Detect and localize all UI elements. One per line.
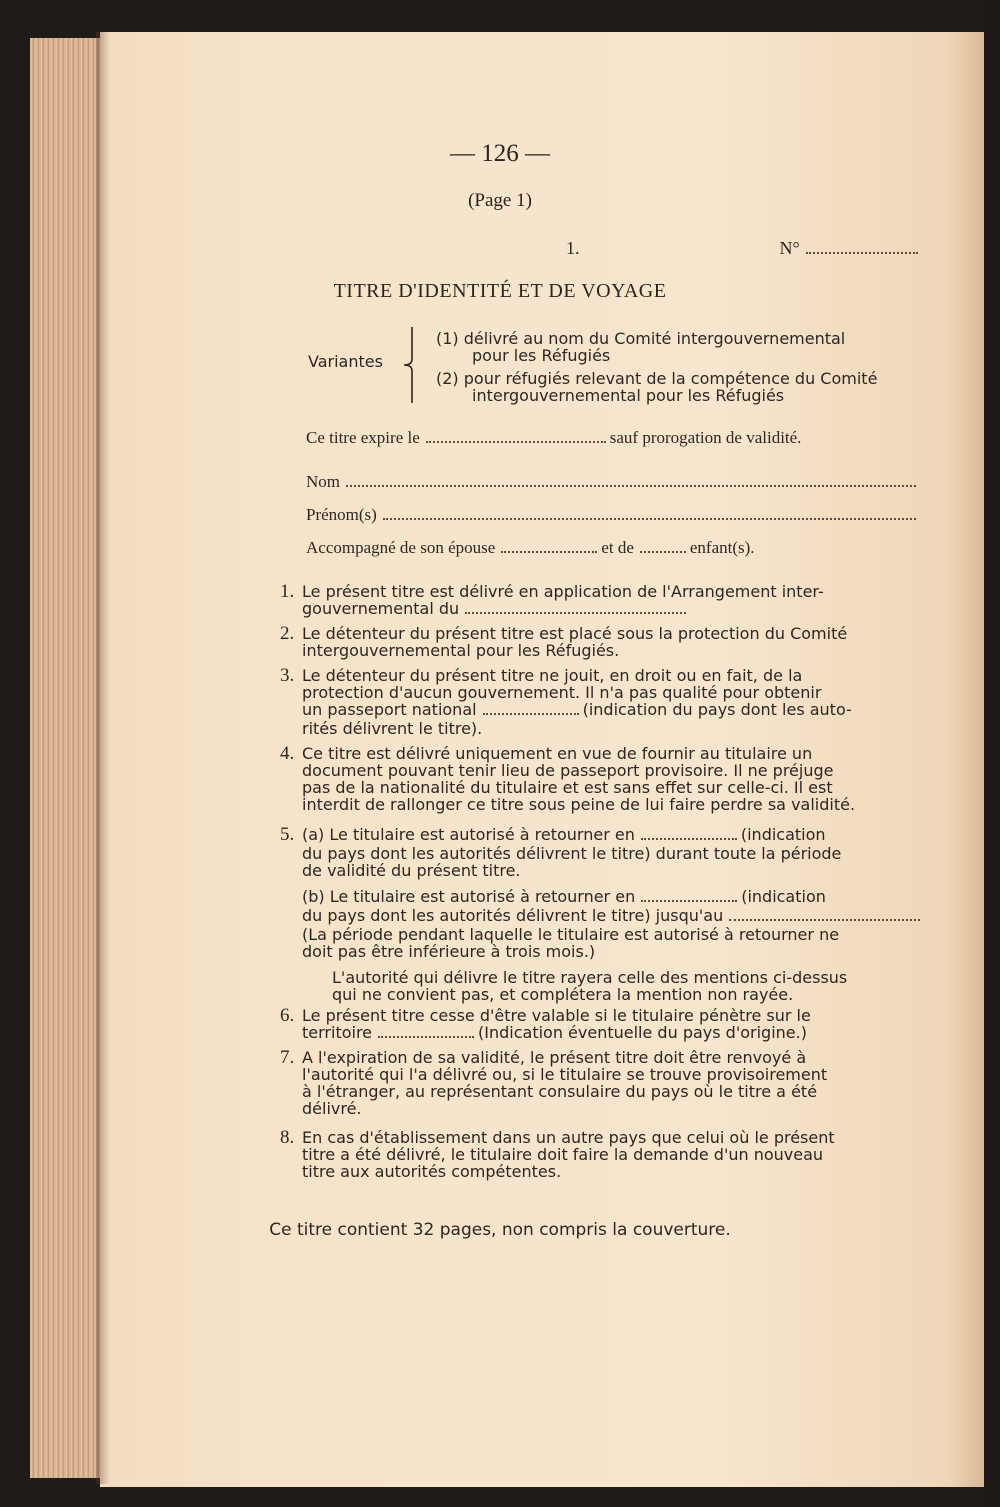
return-country-blank-a[interactable] [641, 838, 737, 840]
clause-number: 1. [280, 581, 295, 602]
expiry-suffix: sauf prorogation de validité. [609, 428, 802, 447]
arrangement-date-blank[interactable] [465, 612, 686, 614]
clause-7 [280, 1049, 924, 1117]
return-country-blank-b[interactable] [641, 900, 737, 902]
clause-number: 8. [280, 1127, 295, 1148]
accompanied-label: Accompagné de son épouse [306, 538, 496, 557]
variant-1-line-1: (1) délivré au nom du Comité intergouvernemental [436, 329, 846, 348]
clause-number: 7. [280, 1047, 295, 1068]
firstname-label: Prénom(s) [306, 505, 377, 524]
clause-line: document pouvant tenir lieu de passeport provisoire. Il ne préjuge [302, 761, 834, 780]
clause-line: gouvernemental du [302, 599, 460, 618]
clause-line: En cas d'établissement dans un autre pays que celui où le présent [302, 1128, 835, 1147]
name-blank[interactable] [346, 485, 916, 487]
clause-line: (a) Le titulaire est autorisé à retourner en [302, 825, 635, 844]
clause-line: (b) Le titulaire est autorisé à retourner en [302, 887, 636, 906]
name-label: Nom [306, 472, 340, 491]
return-date-blank[interactable] [729, 919, 920, 921]
clause-line: L'autorité qui délivre le titre rayera celle des mentions ci-dessus [332, 968, 848, 987]
clause-line: protection d'aucun gouvernement. Il n'a pas qualité pour obtenir [302, 683, 822, 702]
clause-line: Le détenteur du présent titre ne jouit, en droit ou en fait, de la [302, 666, 803, 685]
clause-line: territoire [302, 1023, 373, 1042]
territory-blank[interactable] [378, 1036, 474, 1038]
right-background [984, 0, 1000, 1507]
expiry-prefix: Ce titre expire le [306, 428, 420, 447]
variants-text [436, 330, 926, 404]
clause-3 [280, 667, 924, 737]
clause-number: 2. [280, 623, 295, 644]
clause-number: 4. [280, 743, 295, 764]
firstname-blank[interactable] [383, 518, 916, 520]
clause-line: titre aux autorités compétentes. [302, 1162, 562, 1181]
clause-5 [280, 826, 924, 1003]
clause-line: qui ne convient pas, et complétera la mention non rayée. [332, 985, 794, 1004]
no-blank [806, 252, 918, 254]
clause-line: interdit de rallonger ce titre sous peine de lui faire perdre sa validité. [302, 795, 856, 814]
page-number: — 126 — [450, 140, 550, 167]
clause-2 [280, 625, 924, 659]
clause-line: délivré. [302, 1099, 362, 1118]
clause-line: (indication du pays dont les auto- [582, 700, 852, 719]
footer-note: Ce titre contient 32 pages, non compris la couverture. [269, 1220, 731, 1240]
clause-line: de validité du présent titre. [302, 861, 521, 880]
and-of-label: et de [601, 538, 634, 557]
children-label: enfant(s). [689, 538, 755, 557]
clause-number: 6. [280, 1005, 295, 1026]
clause-number: 3. [280, 665, 295, 686]
children-count-blank[interactable] [640, 551, 686, 553]
page-reference: (Page 1) [468, 190, 532, 211]
clause-line: Ce titre est délivré uniquement en vue de fournir au titulaire un [302, 744, 813, 763]
firstname-line [306, 505, 920, 525]
clause-line: Le présent titre cesse d'être valable si le titulaire pénètre sur le [302, 1006, 811, 1025]
book-page-stack [30, 38, 102, 1478]
clause-line: (La période pendant laquelle le titulaire est autorisé à retourner ne [302, 925, 840, 944]
no-label: N° [779, 238, 800, 258]
expiry-line [306, 428, 920, 448]
clause-line: rités délivrent le titre). [302, 719, 483, 738]
name-line [306, 472, 920, 492]
variants-label: Variantes [308, 352, 383, 371]
clause-line: un passeport national [302, 700, 477, 719]
page-gutter-shadow [96, 32, 110, 1484]
clause-line: Le détenteur du présent titre est placé sous la protection du Comité [302, 624, 848, 643]
top-index: 1. [566, 238, 580, 258]
clause-line: l'autorité qui l'a délivré ou, si le titulaire se trouve provisoirement [302, 1065, 828, 1084]
variant-1-line-2: pour les Réfugiés [472, 346, 611, 365]
clause-line: (Indication éventuelle du pays d'origine.) [478, 1023, 807, 1042]
variant-2-line-2: intergouvernemental pour les Réfugiés [472, 386, 785, 405]
clause-line: titre a été délivré, le titulaire doit faire la demande d'un nouveau [302, 1145, 824, 1164]
clause-line: du pays dont les autorités délivrent le titre) durant toute la période [302, 844, 842, 863]
clause-line: du pays dont les autorités délivrent le titre) jusqu'au [302, 906, 724, 925]
spouse-blank[interactable] [501, 551, 597, 553]
variant-2-line-1: (2) pour réfugiés relevant de la compétence du Comité [436, 369, 878, 388]
clause-line: intergouvernemental pour les Réfugiés. [302, 641, 620, 660]
clause-line: à l'étranger, au représentant consulaire du pays où le titre a été [302, 1082, 818, 1101]
clause-8 [280, 1129, 924, 1180]
clause-4 [280, 745, 924, 813]
clause-line: (indication [741, 887, 826, 906]
brace-icon [398, 325, 416, 405]
top-number-line [566, 238, 922, 259]
clause-6 [280, 1007, 924, 1043]
accompanied-line [306, 538, 920, 558]
clause-line: Le présent titre est délivré en application de l'Arrangement inter- [302, 582, 824, 601]
passport-blank[interactable] [483, 713, 579, 715]
clause-line: pas de la nationalité du titulaire et est sans effet sur celle-ci. Il est [302, 778, 833, 797]
clause-line: doit pas être inférieure à trois mois.) [302, 942, 596, 961]
clause-1 [280, 583, 924, 619]
document-title: TITRE D'IDENTITÉ ET DE VOYAGE [333, 280, 667, 302]
clause-line: (indication [740, 825, 826, 844]
expiry-blank[interactable] [426, 441, 606, 443]
clause-number: 5. [280, 824, 295, 845]
clause-line: A l'expiration de sa validité, le présent titre doit être renvoyé à [302, 1048, 807, 1067]
